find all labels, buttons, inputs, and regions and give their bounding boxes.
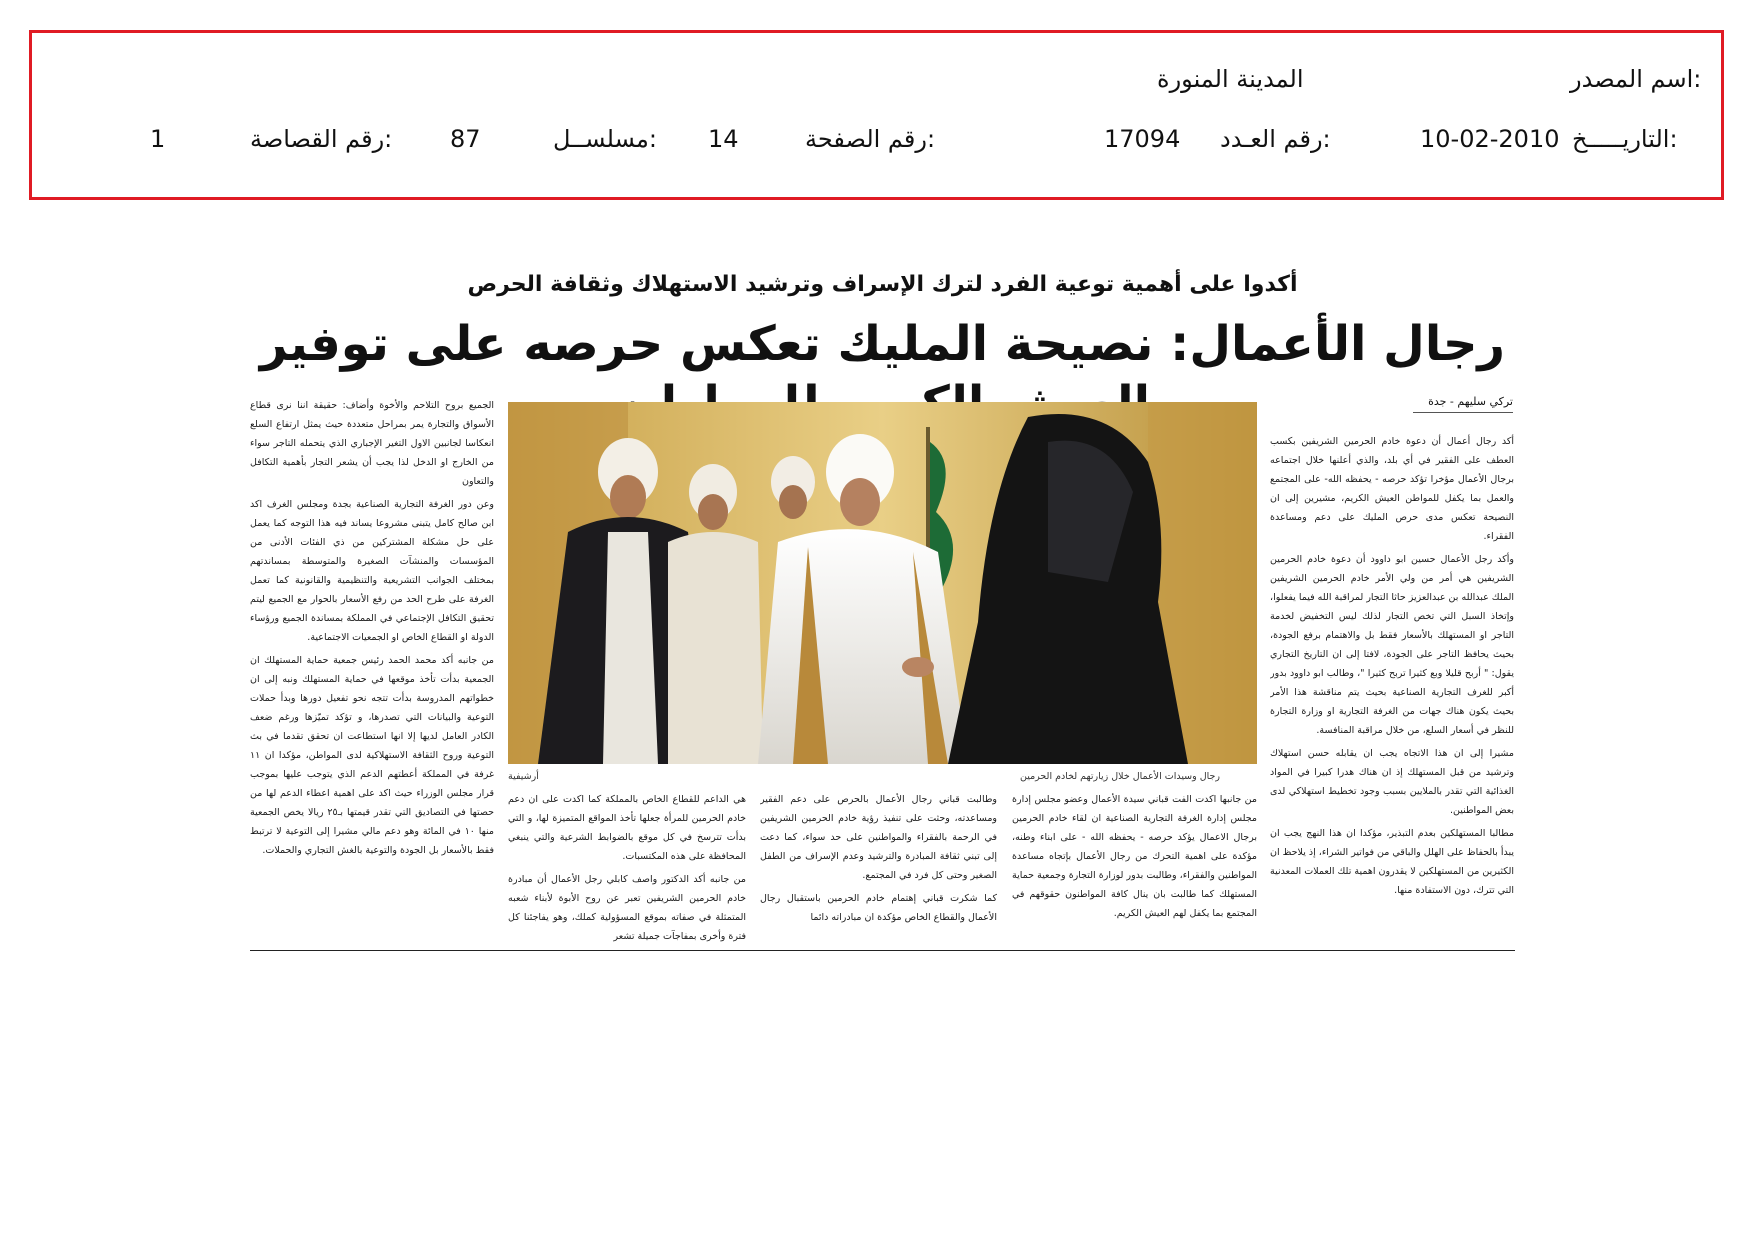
paragraph: الجميع بروح التلاحم والأخوة وأضاف: حقيقة اننا نرى قطاع الأسواق والتجارة يمر بمراحل متعددة حيث يمثل ارتفاع السلع انعكاسا لجانبين الاول التغير الإجباري الذي يتحمله التاجر سواء من الخارج او الدخل لذا يجب أن يشعر التجار بأهمية التكافل والتعاون <box>250 400 494 487</box>
article-kicker: أكدوا على أهمية توعية الفرد لترك الإسراف وترشيد الاستهلاك وثقافة الحرص <box>467 272 1298 297</box>
paragraph: من جانبه أكد محمد الحمد رئيس جمعية حماية المستهلك ان الجمعية بدأت تأخذ موقعها في حماية المستهلك ونبه إلى ان خطواتهم المدروسة بدأت تتجه نحو تفعيل دورها وبدأ حملات التوعية والبيانات التي تصدرها، و تؤكد تميّزها ورغم ضعف الكادر العامل لديها إلا انها استطاعت ان تحقق تقدما في بث التوعية وروح الثقافة الاستهلاكية لدى المواطن، مؤكدا ان ١١ غرفة في المملكة أعطتهم الدعم الذي يتوجب عليها بموجب قرار مجلس الوزراء حيث اكد على اهمية اعطاء الدعم لها من حصتها في التصاديق التي تقدر قيمتها بـ٢٥ ريالا يخص الجمعية منها ١٠ في المائة وهو دعم مالي مشيرا إلى التوعية لا ترتبط فقط بالأسعار بل الجودة والتوعية بالغش التجاري والحملات. <box>250 655 494 856</box>
serial-value: 87 <box>450 125 481 153</box>
article-headline: رجال الأعمال: نصيحة المليك تعكس حرصه على توفير <box>259 316 1506 372</box>
paragraph: مطالبا المستهلكين بعدم التبذير، مؤكدا ان هذا النهج يجب ان يبدأ بالحفاظ على الهلل والباقي من فواتير الشراء، إذ يلاحظ ان الكثيرين من المستهلكين لا يقدرون اهمية تلك العملات المعدنية التي تترك، دون الاستفادة منها. <box>1270 828 1514 896</box>
issue-value: 17094 <box>1104 125 1181 153</box>
article-column-bottom-2 <box>760 790 997 942</box>
paragraph: وعن دور الغرفة التجارية الصناعية بجدة ومجلس الغرف اكد ابن صالح كامل يتبنى مشروعا يساند فيه هذا التوجه كما يعمل على حل مشكلة المشتركين من ذي الفئات الأدنى من المؤسسات والمنشآت الصغيرة والمتوسطة بمساندتهم بمختلف الجوانب التشريعية والتنظيمية والقانونية كما تعمل الغرفة على طرح الحد من رفع الأسعار بالحوار مع الجميع ليتم تحقيق التكافل الإجتماعي في المملكة بمساندة الجميع ورؤساء الدولة او القطاع الخاص او الجمعيات الاجتماعية. <box>250 499 494 643</box>
paragraph: وطالبت قباني رجال الأعمال بالحرص على دعم الفقير ومساعدته، وحثت على تنفيذ رؤية خادم الحرمين الشريفين في الرحمة بالفقراء والمواطنين على حد سواء، كما دعت إلى تبني ثقافة المبادرة والترشيد وعدم الإسراف من الطفل الصغير وحتى كل فرد في المجتمع. <box>760 794 997 881</box>
article-column-bottom-1 <box>1012 790 1257 942</box>
article-bottom-rule <box>250 950 1515 951</box>
paragraph: أكد رجال أعمال أن دعوة خادم الحرمين الشريفين بكسب العطف على الفقير في أي بلد، والذي أعلنها خلال اجتماعه برجال الأعمال مؤخرا تؤكد حرصه - يحفظه الله- على المجتمع والعمل بما يكفل للمواطن العيش الكريم، مشيرين إلى ان النصيحة تعكس مدى حرص المليك على دعم ومساعدة الفقراء. <box>1270 436 1514 542</box>
paragraph: هي الداعم للقطاع الخاص بالمملكة كما اكدت على ان دعم خادم الحرمين للمرأة جعلها تأخذ المواقع المتميزة لها، و التي بدأت تترسخ في كل موقع بالضوابط الشرعية والتي ينبغي المحافظة على هذه المكتسبات. <box>508 794 746 862</box>
source-label: اسم المصدر: <box>1570 65 1702 93</box>
paragraph: مشيرا إلى ان هذا الاتجاه يجب ان يقابله حسن استهلاك وترشيد من قبل المستهلك إذ ان هناك هدرا كبيرا في المواد الغذائية التي تقدر بالملايين بسبب وجود تخطيط استهلاكي لدى بعض المواطنين. <box>1270 748 1514 816</box>
paragraph: وأكد رجل الأعمال حسين ابو داوود أن دعوة خادم الحرمين الشريفين هي أمر من ولي الأمر خادم الحرمين الشريفين الملك عبدالله بن عبدالعزيز حاثا التجار لمراقبة الله فيما يفعلوا، وإتخاذ السبل التي تخص التجار لذلك ليس التخفيض لخدمة التاجر او المستهلك بالأسعار فقط بل والاهتمام برفع الجودة، بحيث يحافظ التاجر على الجودة، لافتا إلى ان التاريخ التجاري يقول: " أربح قليلا وبع كثيرا تربح كثيرا "، وطالب ابو داوود بدور أكبر للغرف التجارية الصناعية بحيث يتم مناقشة هذا الأمر بحيث يكون هناك جهات من الغرفة التجارية او وزارة التجارة للنظر في أسعار السلع، من خلال مراقبة المنافسة. <box>1270 554 1514 736</box>
clipping-metadata-box <box>29 30 1724 200</box>
photo-credit: أرشيفية <box>508 771 539 782</box>
article-column-left <box>250 396 494 906</box>
article-column-bottom-3 <box>508 790 746 942</box>
page-value: 14 <box>708 125 739 153</box>
paragraph: كما شكرت قباني إهتمام خادم الحرمين باستقبال رجال الأعمال والقطاع الخاص مؤكدة ان مبادراته دائما <box>760 893 997 923</box>
photo-caption: رجال وسيدات الأعمال خلال زيارتهم لخادم الحرمين <box>1020 771 1221 782</box>
article-column-right <box>1270 432 1514 942</box>
source-value: المدينة المنورة <box>1157 65 1304 93</box>
serial-label: مسلســل: <box>553 125 657 153</box>
article-byline: تركي سليهم - جدة <box>1413 395 1513 413</box>
article-photo <box>508 402 1257 764</box>
paragraph: من جانبها اكدت الفت قباني سيدة الأعمال وعضو مجلس إدارة مجلس إدارة الغرفة التجارية الصناعية ان لقاء خادم الحرمين برجال الاعمال يؤكد حرصه - يحفظه الله - على ابناء وطنه، مؤكدة على اهمية التحرك من رجال الأعمال بإتجاه مساعدة المواطنين والفقراء، وطالبت بدور لوزارة التجارة وجمعية حماية المستهلك كما طالبت بان ينال كافة المواطنون حقوقهم في المجتمع بما يكفل لهم العيش الكريم. <box>1012 794 1257 919</box>
date-label: التاريـــــخ: <box>1572 125 1678 153</box>
photo-illustration <box>508 402 1257 764</box>
issue-label: رقم العـدد: <box>1220 125 1331 153</box>
clip-label: رقم القصاصة: <box>250 125 393 153</box>
clip-value: 1 <box>150 125 166 153</box>
paragraph: من جانبه أكد الدكتور واصف كابلي رجل الأعمال أن مبادرة خادم الحرمين الشريفين تعبر عن روح الأبوة لأبناء شعبه المتمثلة في صفاته بموقع المسؤولية كملك، وهو يفاجئنا كل فترة وأخرى بمفاجآت جميلة تشعر <box>508 874 746 942</box>
page-label: رقم الصفحة: <box>805 125 936 153</box>
date-value: 10-02-2010 <box>1420 125 1560 153</box>
